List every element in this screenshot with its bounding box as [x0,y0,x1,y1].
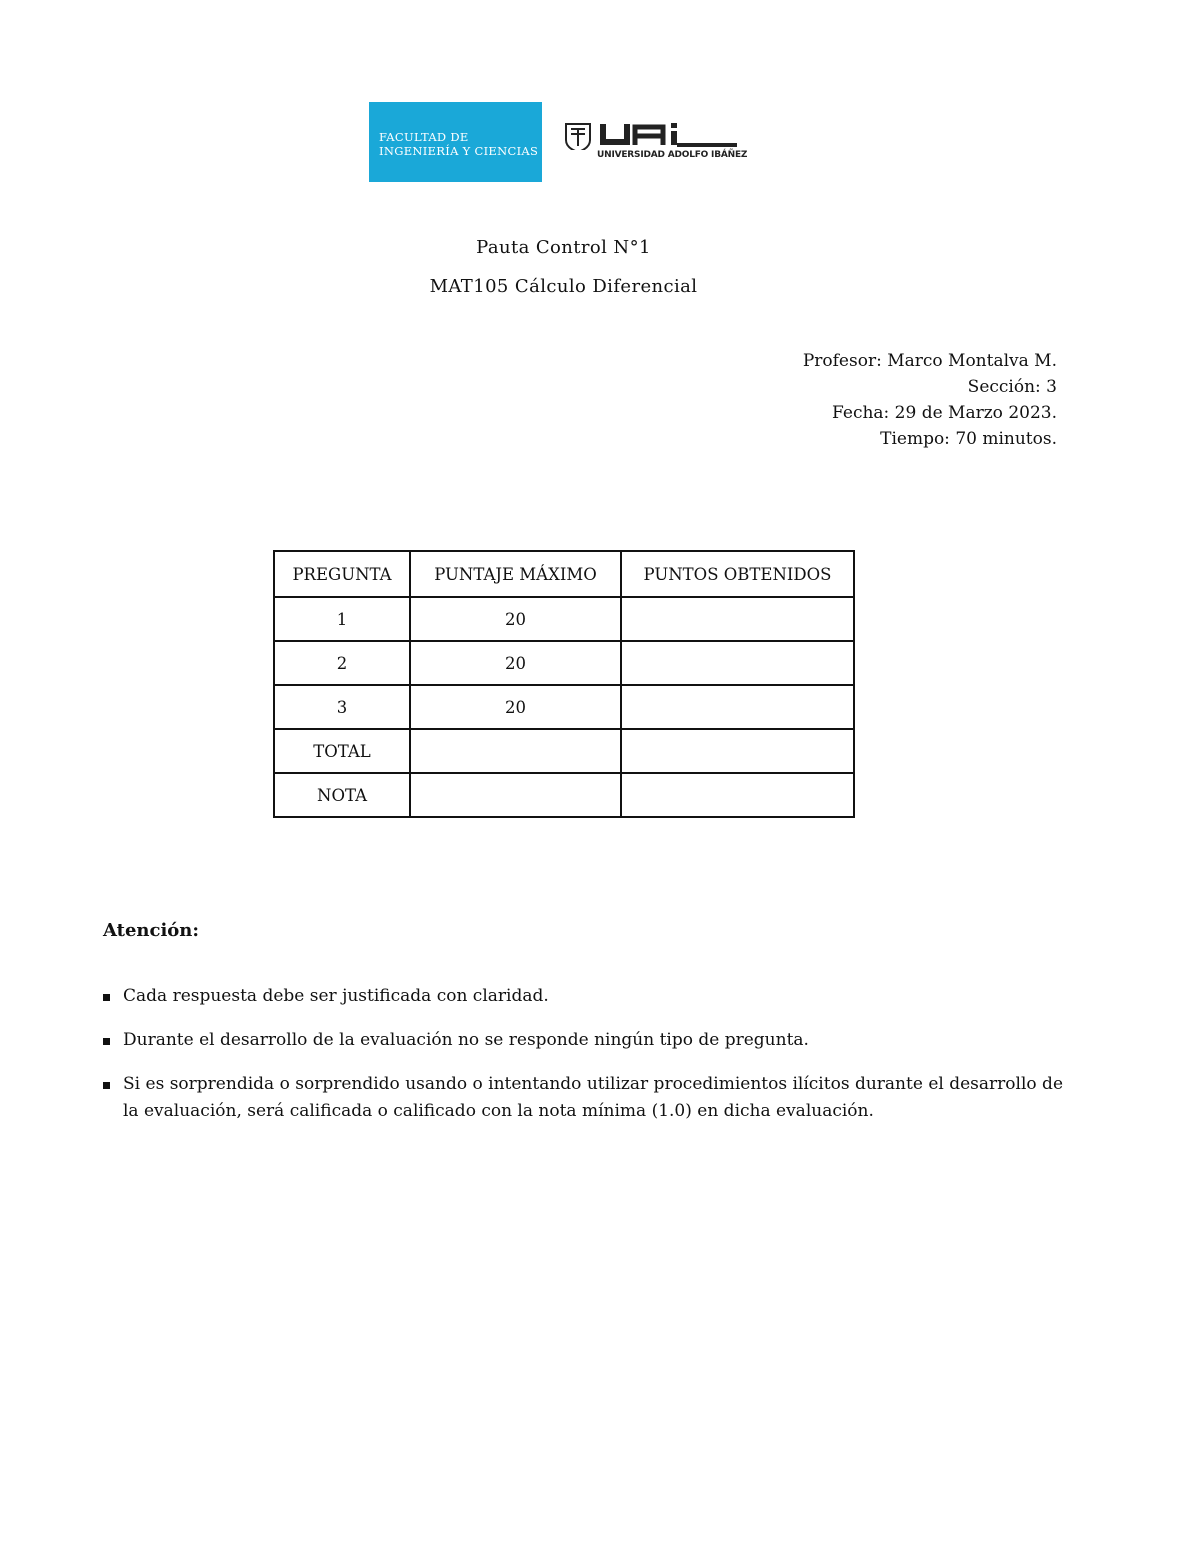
table-cell: 2 [274,641,410,685]
exam-info [600,348,1057,452]
grade-table [273,550,855,818]
attention-list [103,983,1063,1142]
table-row [274,773,854,817]
table-cell[interactable] [621,641,854,685]
table-cell: TOTAL [274,729,410,773]
time-line: Tiempo: 70 minutos. [880,429,1057,449]
table-cell: 20 [410,641,621,685]
university-logo [563,120,748,168]
column-header: PUNTOS OBTENIDOS [621,551,854,597]
table-cell[interactable] [621,729,854,773]
table-cell: 1 [274,597,410,641]
date-line: Fecha: 29 de Marzo 2023. [832,403,1057,423]
table-cell: 3 [274,685,410,729]
table-row [274,597,854,641]
faculty-logo-line-2: INGENIERÍA Y CIENCIAS [379,144,539,158]
table-cell: NOTA [274,773,410,817]
faculty-logo-line-1: FACULTAD DE [379,130,469,144]
list-item [103,1071,1063,1125]
list-item [103,983,1063,1010]
table-header-row [274,551,854,597]
table-cell[interactable] [410,773,621,817]
column-header: PUNTAJE MÁXIMO [410,551,621,597]
page-title: Pauta Control N°1 [476,237,651,258]
table-row [274,641,854,685]
course-title: MAT105 Cálculo Diferencial [429,276,698,297]
professor-line: Profesor: Marco Montalva M. [802,351,1057,371]
uai-crest-wordmark-icon [563,120,743,150]
list-item-text: Durante el desarrollo de la evaluación no se responde ningún tipo de pregunta. [123,1030,809,1050]
bullet-icon [103,1082,110,1089]
section-line: Sección: 3 [967,377,1057,397]
table-cell[interactable] [621,685,854,729]
bullet-icon [103,1038,110,1045]
bullet-icon [103,994,110,1001]
list-item-text: Cada respuesta debe ser justificada con claridad. [123,986,549,1006]
university-name: UNIVERSIDAD ADOLFO IBÁÑEZ [597,150,748,160]
column-header: PREGUNTA [274,551,410,597]
attention-heading: Atención: [103,920,200,941]
table-cell[interactable] [410,729,621,773]
table-row [274,685,854,729]
table-cell[interactable] [621,597,854,641]
table-cell: 20 [410,597,621,641]
list-item [103,1027,1063,1054]
list-item-text: Si es sorprendida o sorprendido usando o intentando utilizar procedimientos ilícitos durante el desarrollo de la evaluación, será calificada o calificado con la nota mínima (1.0) en dicha evaluación. [123,1074,1063,1121]
table-row [274,729,854,773]
table-cell[interactable] [621,773,854,817]
table-cell: 20 [410,685,621,729]
faculty-logo [369,102,542,182]
